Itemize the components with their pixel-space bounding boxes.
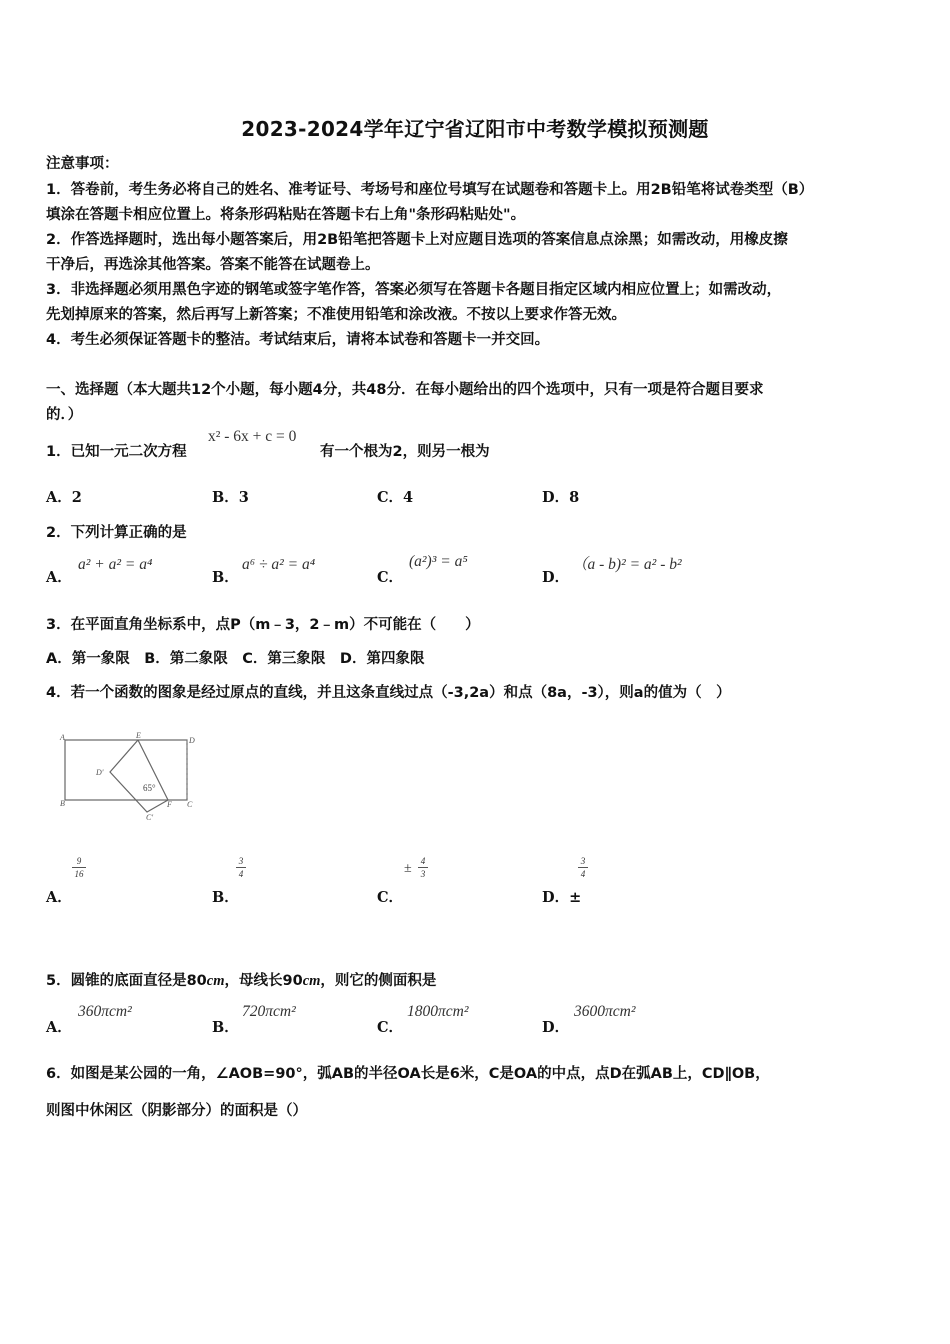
q5-option-d-label[interactable]: D． [542, 1019, 570, 1036]
notice-line: 3．非选择题必须用黑色字迹的钢笔或签字笔作答，答案必须写在答题卡各题目指定区域内相应位置上；如需改动， [46, 282, 782, 298]
q2-option-b-expr: a⁶ ÷ a² = a⁴ [242, 556, 316, 573]
q6-line: 6．如图是某公园的一角，∠AOB=90°，弧AB的半径OA长是6米，C是OA的中点，点D在弧AB上，CD∥OB， [46, 1066, 770, 1082]
notice-line: 填涂在答题卡相应位置上。将条形码粘贴在答题卡右上角"条形码粘贴处"。 [46, 207, 526, 223]
q2-option-a-label[interactable]: A． [46, 569, 72, 586]
q1-suffix: 有一个根为2，则另一根为 [320, 444, 490, 460]
notice-line: 2．作答选择题时，选出每小题答案后，用2B铅笔把答题卡上对应题目选项的答案信息点涂黑；如需改动，用橡皮擦 [46, 232, 788, 248]
notice-heading: 注意事项： [46, 156, 119, 172]
q2-option-d-expr: （a - b)² = a² - b² [572, 556, 682, 573]
q5-option-c-expr: 1800πcm² [407, 1003, 469, 1020]
section-line: 一、选择题（本大题共12个小题，每小题4分，共48分．在每小题给出的四个选项中，只有一项是符合题目要求 [46, 382, 764, 398]
folded-edge [110, 740, 168, 812]
numerator: 3 [238, 856, 244, 866]
denominator: 4 [238, 869, 244, 879]
q1-option-a[interactable]: A．2 [46, 489, 82, 506]
numerator: 3 [580, 856, 586, 866]
page-title: 2023-2024学年辽宁省辽阳市中考数学模拟预测题 [241, 117, 709, 141]
q2-option-c-expr: (a²)³ = a⁵ [409, 553, 468, 570]
notice-line: 1．答卷前，考生务必将自己的姓名、准考证号、考场号和座位号填写在试题卷和答题卡上。用2B铅笔将试卷类型（B） [46, 182, 814, 198]
point-label: A [60, 733, 65, 742]
q4-option-c-label[interactable]: C． [377, 889, 404, 906]
q4-option-c-fraction [418, 856, 428, 879]
q5-option-d-expr: 3600πcm² [574, 1003, 636, 1020]
q5-unit: cm [302, 973, 321, 989]
q1-option-b[interactable]: B．3 [212, 489, 249, 506]
q4-option-b-label[interactable]: B． [212, 889, 239, 906]
notice-line: 4．考生必须保证答题卡的整洁。考试结束后，请将本试卷和答题卡一并交回。 [46, 332, 550, 348]
q2-stem: 2．下列计算正确的是 [46, 525, 187, 541]
q1-option-d[interactable]: D．8 [542, 489, 580, 506]
q5-stem-b: ，母线长90 [224, 973, 303, 989]
q2-option-c-label[interactable]: C． [377, 569, 404, 586]
numerator: 4 [420, 856, 426, 866]
point-label: D' [96, 768, 104, 777]
q5-stem-a: 5．圆锥的底面直径是80 [46, 973, 207, 989]
q5-stem-c: ，则它的侧面积是 [320, 973, 437, 989]
denominator: 4 [580, 869, 586, 879]
q4-option-d-label[interactable]: D．± [542, 889, 582, 906]
q5-unit: cm [206, 973, 225, 989]
q3-options[interactable]: A．第一象限 B．第二象限 C．第三象限 D．第四象限 [46, 651, 425, 667]
q4-option-c-prefix: ± [404, 861, 412, 876]
q5-option-b-expr: 720πcm² [242, 1003, 296, 1020]
notice-line: 先划掉原来的答案，然后再写上新答案；不准使用铅笔和涂改液。不按以上要求作答无效。 [46, 307, 626, 323]
q2-option-b-label[interactable]: B． [212, 569, 239, 586]
point-label: D [189, 736, 195, 745]
q6-line: 则图中休闲区（阴影部分）的面积是（） [46, 1103, 307, 1119]
denominator: 16 [74, 869, 84, 879]
q4-stem: 4．若一个函数的图象是经过原点的直线，并且这条直线过点（-3,2a）和点（8a，-3），则a的值为（ ） [46, 685, 731, 701]
q2-option-a-expr: a² + a² = a⁴ [78, 556, 153, 573]
rectangle-abcd [65, 740, 187, 800]
notice-line: 干净后，再选涂其他答案。答案不能答在试题卷上。 [46, 257, 380, 273]
point-label: F [167, 800, 172, 809]
q1-prefix: 1．已知一元二次方程 [46, 444, 187, 460]
q4-figure [56, 730, 206, 820]
section-line: 的．） [46, 407, 83, 423]
point-label: E [136, 731, 141, 740]
q5-option-a-expr: 360πcm² [78, 1003, 132, 1020]
q4-option-a-label[interactable]: A． [46, 889, 72, 906]
q1-option-c[interactable]: C．4 [377, 489, 414, 506]
q4-option-b-fraction [236, 856, 246, 879]
q4-option-d-fraction [578, 856, 588, 879]
point-label: C [187, 800, 193, 809]
angle-label: 65° [143, 783, 156, 793]
point-label: B [60, 799, 65, 808]
q5-stem [46, 969, 436, 990]
q5-option-c-label[interactable]: C． [377, 1019, 404, 1036]
point-label: C' [146, 813, 154, 820]
q1-equation: x² - 6x + c = 0 [208, 428, 297, 445]
q5-option-b-label[interactable]: B． [212, 1019, 239, 1036]
q4-option-a-fraction [72, 856, 86, 879]
q2-option-d-label[interactable]: D． [542, 569, 570, 586]
denominator: 3 [420, 869, 426, 879]
q3-stem: 3．在平面直角坐标系中，点P（m﹣3，2﹣m）不可能在（ ） [46, 617, 480, 633]
numerator: 9 [76, 856, 82, 866]
q5-option-a-label[interactable]: A． [46, 1019, 72, 1036]
